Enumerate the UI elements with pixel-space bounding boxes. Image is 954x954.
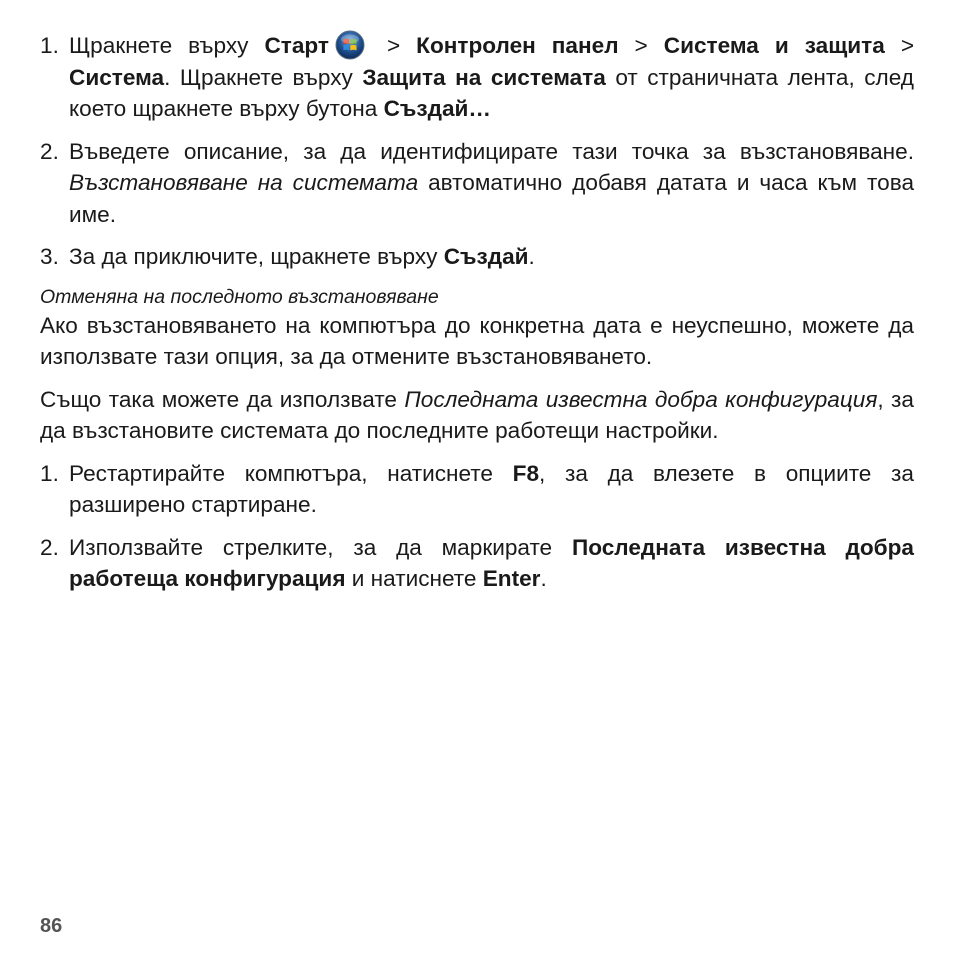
list-item bbox=[40, 458, 914, 521]
list-number: 1. bbox=[40, 33, 59, 58]
list-text: Рестартирайте компютъра, натиснете F8, за да влезете в опциите за разширено стартиране. bbox=[69, 460, 914, 517]
list-number: 2. bbox=[40, 534, 59, 560]
list-number: 3. bbox=[40, 244, 59, 269]
document-page bbox=[40, 30, 914, 606]
list-text: Въведете описание, за да идентифицирате тази точка за възстановяване. Възстановяване на системата автоматично добавя датата и часа към това име. bbox=[69, 138, 915, 227]
list-item bbox=[40, 136, 914, 231]
list-number: 1. bbox=[40, 460, 59, 486]
list-text: За да приключите, щракнете върху Създай. bbox=[69, 244, 535, 269]
list-item bbox=[40, 241, 914, 273]
list-item bbox=[40, 532, 914, 595]
paragraph: Ако възстановяването на компютъра до конкретна дата е неуспешно, можете да използвате тази опция, за да отмените възстановяването. bbox=[40, 312, 914, 369]
list-item bbox=[40, 30, 914, 125]
paragraph: Също така можете да използвате Последната известна добра конфигурация, за да възстановите системата до последните работещи настройки. bbox=[40, 386, 914, 443]
windows-start-icon bbox=[335, 30, 365, 60]
list-number: 2. bbox=[40, 138, 59, 164]
page-number: 86 bbox=[40, 915, 63, 937]
list-text: Щракнете върху Старт > Контролен панел > Система и защита > Система. Щракнете върху Защита на системата от страничната лента, след което щракнете върху бутона Създай… bbox=[69, 30, 914, 125]
list-text: Използвайте стрелките, за да маркирате Последната известна добра работеща конфигурация и натиснете Enter. bbox=[69, 534, 914, 591]
section-subheading: Отменяна на последното възстановяване bbox=[40, 285, 439, 308]
